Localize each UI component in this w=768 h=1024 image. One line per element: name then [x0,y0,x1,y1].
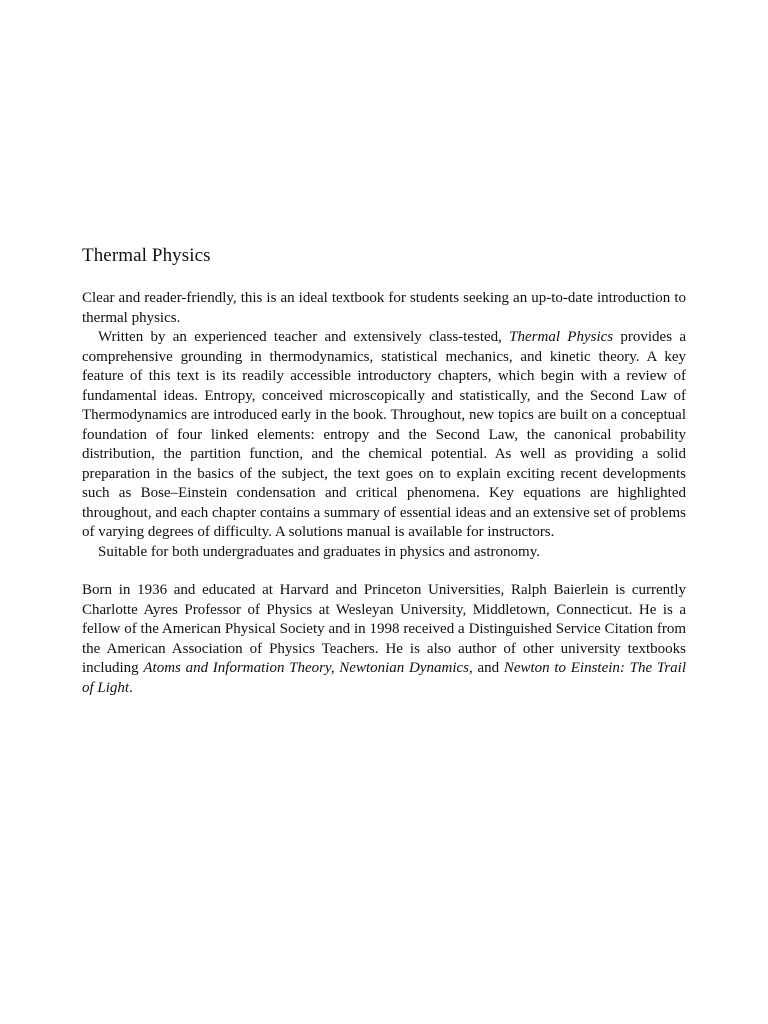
book-newtonian-dynamics: Newtonian Dynamics, [339,660,473,676]
author-bio-text: Born in 1936 and educated at Harvard and Princeton Universities, Ralph Baierlein is currently Charlotte Ayres Professor of Physics at Wesleyan University, Middletown, Connecticut. He is a fellow of the American Physical Society and in 1998 received a Distinguished Service Citation from the American Association of Physics Teachers. He is also author of other university textbooks including [82,582,686,676]
description-text-start: Written by an experienced teacher and extensively class-tested, [98,329,510,345]
book-title-reference: Thermal Physics [509,329,614,345]
page-content [82,243,686,698]
author-bio-paragraph [82,581,686,698]
author-bio-end: . [129,679,133,696]
section-spacer [82,562,686,581]
book-newton-to-einstein: Newton to Einstein: The Trail of Light [82,660,686,696]
description-text-rest: provides a comprehensive grounding in thermodynamics, statistical mechanics, and kinetic theory. A key feature of this text is its readily accessible introductory chapters, which begin with a review of fundamental ideas. Entropy, conceived microscopically and statistically, and the Second Law of Thermodynamics are introduced early in the book. Throughout, new topics are built on a conceptual foundation of four linked elements: entropy and the Second Law, the canonical probability distribution, the partition function, and the chemical potential. As well as providing a solid preparation in the basics of the subject, the text goes on to explain exciting recent developments such as Bose–Einstein condensation and critical phenomena. Key equations are highlighted throughout, and each chapter contains a summary of essential ideas and an extensive set of problems of varying degrees of difficulty. A solutions manual is available for instructors. [82,329,686,540]
intro-paragraph: Clear and reader-friendly, this is an ideal textbook for students seeking an up-to-date introduction to thermal physics. [82,290,686,326]
page-title: Thermal Physics [82,245,211,266]
audience-paragraph: Suitable for both undergraduates and graduates in physics and astronomy. [98,543,540,560]
author-bio-connector: and [472,660,504,676]
description-paragraph [82,328,686,543]
book-atoms-information-theory: Atoms and Information Theory, [143,660,335,676]
